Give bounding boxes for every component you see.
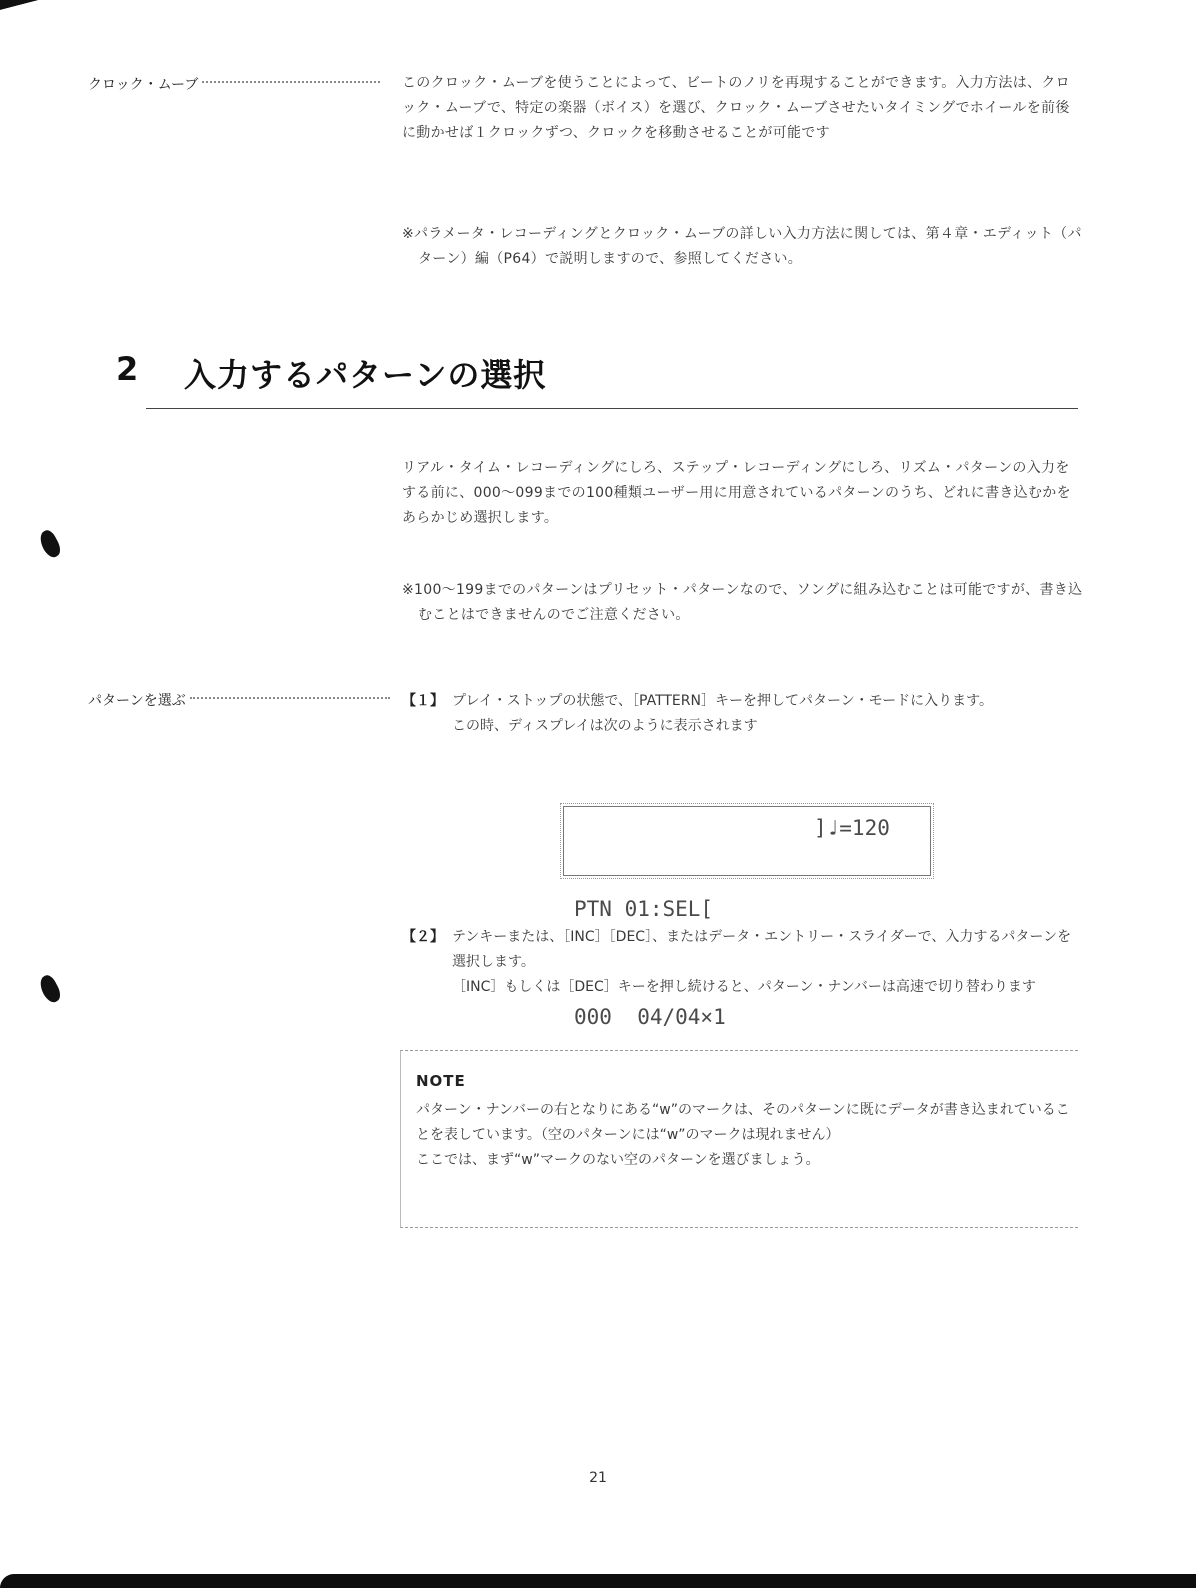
clock-move-text: このクロック・ムーブを使うことによって、ビートのノリを再現することができます。入力方法は、クロック・ムーブで、特定の楽器（ボイス）を選び、クロック・ムーブさせたいタイミングでホイールを前後に動かせば１クロックずつ、クロックを移動させることが可能です	[402, 75, 1070, 141]
clock-move-note: ※パラメータ・レコーディングとクロック・ムーブの詳しい入力方法に関しては、第４章・エディット（パターン）編（P64）で説明しますので、参照してください。	[402, 226, 1082, 267]
section-title: 入力するパターンの選択	[184, 356, 547, 394]
leader-dots	[202, 81, 380, 83]
lcd-tempo: ]♩=120	[814, 816, 890, 840]
step-number: 【２】	[402, 929, 444, 945]
step-text: プレイ・ストップの状態で、［PATTERN］キーを押してパターン・モードに入ります。	[452, 693, 994, 709]
ink-blot	[36, 528, 63, 560]
side-label-text: クロック・ムーブ	[88, 77, 199, 93]
note-text	[416, 1098, 1076, 1173]
leader-dots	[190, 697, 390, 699]
note-paragraph: パターン・ナンバーの右となりにある“w”のマークは、そのパターンに既にデータが書き込まれていることを表しています。（空のパターンには“w”のマークは現れません）	[416, 1102, 1070, 1143]
side-label-text: パターンを選ぶ	[88, 693, 186, 709]
section-intro: リアル・タイム・レコーディングにしろ、ステップ・レコーディングにしろ、リズム・パターンの入力をする前に、000〜099までの100種類ユーザー用に用意されているパターンのうち、どれに書き込むかをあらかじめ選択します。	[402, 460, 1071, 526]
step-subtext: ［INC］もしくは［DEC］キーを押し続けると、パターン・ナンバーは高速で切り替わります	[452, 979, 1036, 995]
step-text: テンキーまたは、［INC］［DEC］、またはデータ・エントリー・スライダーで、入力するパターンを選択します。	[452, 929, 1072, 970]
step-1	[402, 689, 1080, 739]
scan-artifact-bottom	[0, 1574, 1196, 1588]
section-rule	[146, 408, 1078, 409]
section-note: ※100〜199までのパターンはプリセット・パターンなので、ソングに組み込むことは可能ですが、書き込むことはできませんのでご注意ください。	[402, 582, 1083, 623]
step-subtext: この時、ディスプレイは次のように表示されます	[452, 718, 758, 734]
step-2	[402, 925, 1080, 1000]
step-number: 【１】	[402, 693, 444, 709]
ink-blot	[36, 973, 63, 1005]
lcd-line-2: 000 04/04×1	[574, 1005, 726, 1029]
side-label-select-pattern	[88, 690, 404, 710]
page-number: 21	[589, 1470, 607, 1486]
note-title: NOTE	[416, 1072, 466, 1090]
section-number: 2	[116, 350, 139, 388]
lcd-line-1: PTN 01:SEL[	[574, 897, 714, 921]
note-paragraph: ここでは、まず“w”マークのない空のパターンを選びましょう。	[416, 1152, 820, 1168]
side-label-clock-move	[88, 74, 404, 94]
scan-artifact-top	[0, 0, 54, 14]
